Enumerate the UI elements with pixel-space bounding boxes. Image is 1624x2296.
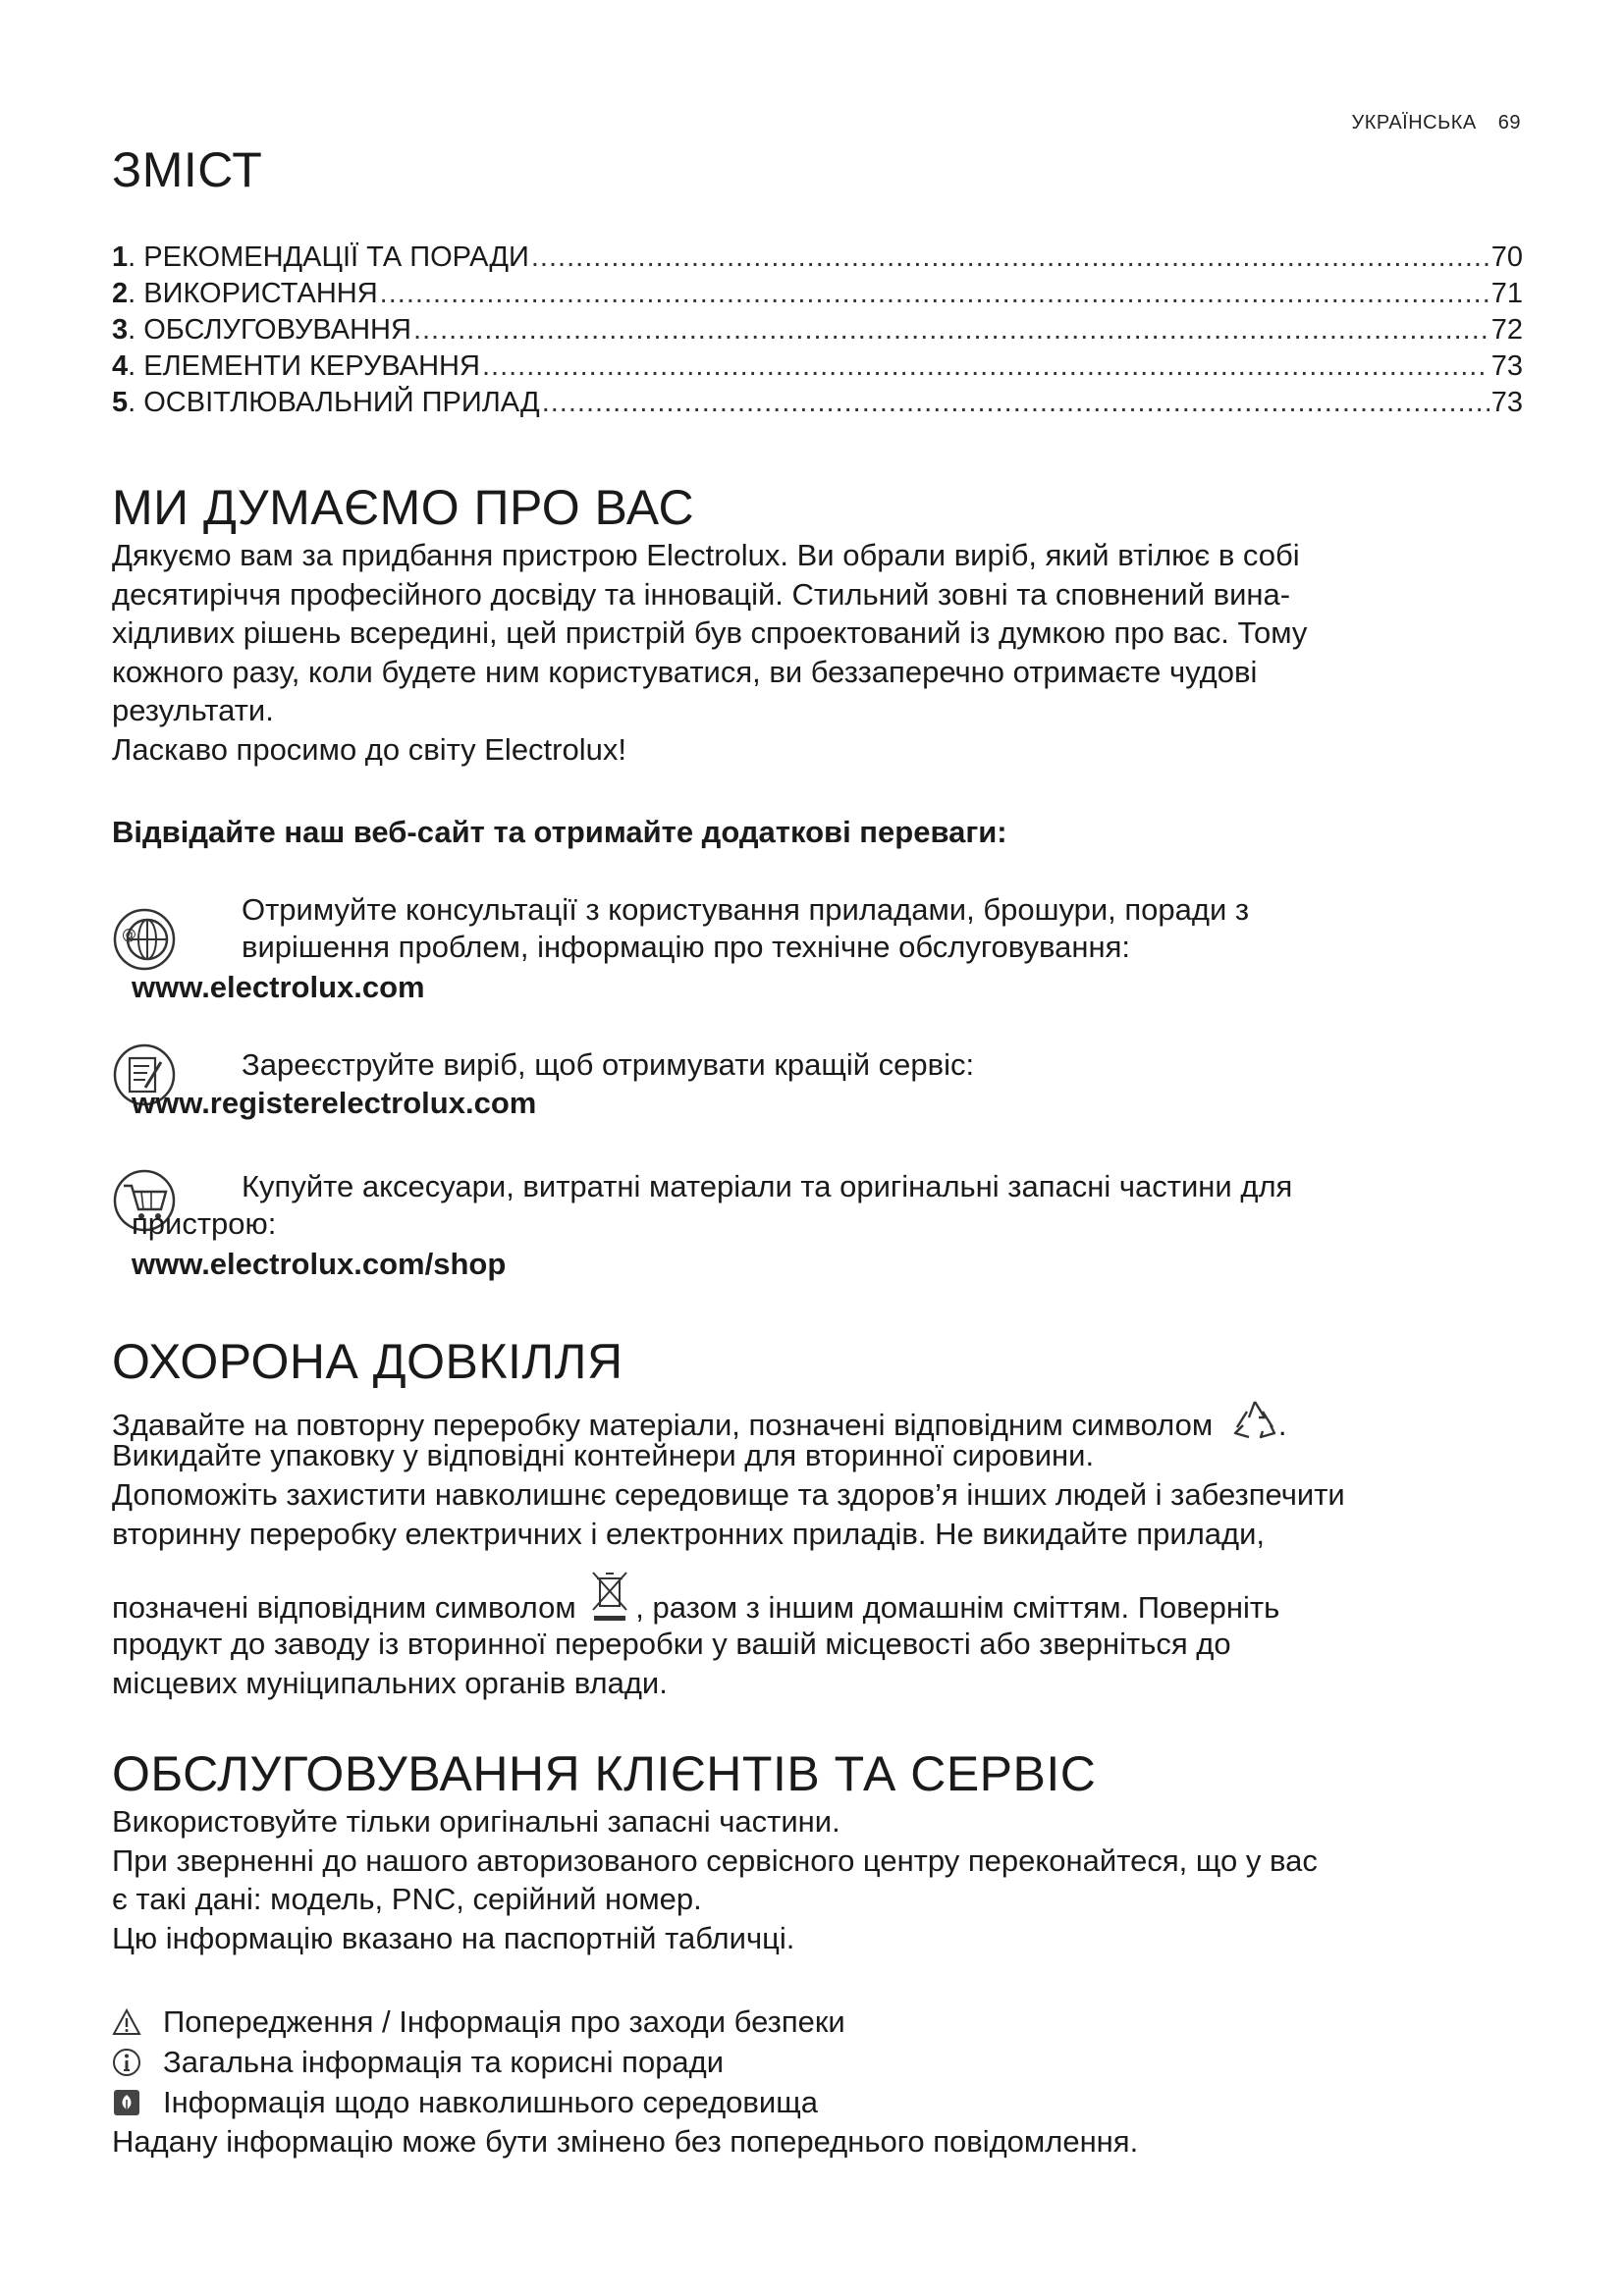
legend-environment — [112, 2085, 818, 2120]
text-line: місцевих муніципальних органів влади. — [112, 1666, 668, 1700]
thinking-title: МИ ДУМАЄМО ПРО ВАС — [112, 480, 695, 535]
text-line: Отримуйте консультації з користування приладами, брошури, поради з — [242, 892, 1250, 927]
website-link[interactable]: www.electrolux.com — [132, 970, 425, 1004]
toc-item-number: 4 — [112, 350, 129, 382]
text-line: . — [1277, 1408, 1287, 1442]
toc-item-page: 73 — [1490, 387, 1523, 418]
recycle-icon — [1231, 1398, 1278, 1441]
text-line: десятиріччя професійного досвіду та інновацій. Стильний зовні та сповнений вина- — [112, 576, 1291, 612]
toc-item-number: 2 — [112, 278, 129, 309]
toc-item[interactable] — [112, 240, 1523, 276]
text-line: Викидайте упаковку у відповідні контейнери для вторинної сировини. — [112, 1438, 1095, 1472]
toc-item-label: . ЕЛЕМЕНТИ КЕРУВАННЯ — [128, 350, 480, 382]
service-paragraph — [112, 1802, 1318, 1957]
text-line: вирішення проблем, інформацію про технічне обслуговування: — [242, 930, 1131, 964]
contents-title: ЗМІСТ — [112, 142, 263, 197]
legend-info — [112, 2045, 724, 2080]
table-of-contents — [112, 240, 1523, 421]
legend-text: Загальна інформація та корисні поради — [163, 2045, 725, 2079]
toc-item-number: 5 — [112, 387, 129, 418]
thinking-paragraph — [112, 536, 1307, 769]
toc-item-number: 3 — [112, 314, 129, 346]
text-line: Використовуйте тільки оригінальні запасні частини. — [112, 1804, 840, 1839]
toc-leader — [542, 385, 1489, 421]
warning-icon — [112, 2008, 141, 2036]
web-item-text-wrap: пристрою: — [132, 1206, 277, 1241]
legend-text: Інформація щодо навколишнього середовища — [163, 2085, 818, 2119]
text-line: Здавайте на повторну переробку матеріали, позначені відповідним символом — [112, 1408, 1214, 1442]
globe-icon — [112, 907, 177, 972]
service-title: ОБСЛУГОВУВАННЯ КЛІЄНТІВ ТА СЕРВІС — [112, 1746, 1097, 1801]
page-number: 69 — [1497, 112, 1521, 133]
environment-weee-line — [112, 1569, 1279, 1628]
legend-text: Попередження / Інформація про заходи безпеки — [163, 2004, 845, 2039]
toc-leader — [531, 240, 1489, 276]
web-item-text — [242, 891, 1249, 966]
text-line: кожного разу, коли будете ним користуватися, ви беззаперечно отримаєте чудові — [112, 654, 1258, 689]
environment-title: ОХОРОНА ДОВКІЛЛЯ — [112, 1334, 623, 1389]
text-line: хідливих рішень всередині, цей пристрій був спроектований із думкою про вас. Тому — [112, 615, 1308, 650]
toc-item[interactable] — [112, 312, 1523, 348]
toc-item-label: . ОБСЛУГОВУВАННЯ — [128, 314, 411, 346]
visit-heading: Відвідайте наш веб-сайт та отримайте додаткові переваги: — [112, 815, 1007, 849]
toc-item-label: . ОСВІТЛЮВАЛЬНИЙ ПРИЛАД — [128, 387, 540, 418]
website-link[interactable]: www.registerelectrolux.com — [132, 1086, 537, 1120]
crossed-bin-icon — [590, 1569, 629, 1624]
text-line: , разом з іншим домашнім сміттям. Поверніть — [635, 1590, 1280, 1625]
text-line: вторинну переробку електричних і електронних приладів. Не викидайте прилади, — [112, 1517, 1266, 1551]
toc-item-page: 72 — [1490, 314, 1523, 346]
toc-leader — [413, 312, 1489, 348]
text-line: продукт до заводу із вторинної переробки у вашій місцевості або зверніться до — [112, 1627, 1231, 1661]
text-line: При зверненні до нашого авторизованого сервісного центру переконайтеся, що у вас — [112, 1842, 1318, 1878]
info-icon — [112, 2048, 141, 2077]
text-line: є такі дані: модель, PNC, серійний номер. — [112, 1882, 702, 1916]
text-line: Цю інформацію вказано на паспортній табличці. — [112, 1920, 795, 1955]
toc-item[interactable] — [112, 276, 1523, 312]
toc-item-page: 71 — [1490, 278, 1523, 309]
toc-leader — [380, 276, 1489, 312]
text-line: Дякуємо вам за придбання пристрою Electrolux. Ви обрали виріб, який втілює в собі — [112, 538, 1300, 572]
web-item-text — [242, 1168, 1292, 1205]
text-line: Купуйте аксесуари, витратні матеріали та оригінальні запасні частини для — [242, 1169, 1293, 1203]
page-header — [1351, 112, 1521, 134]
website-link[interactable]: www.electrolux.com/shop — [132, 1247, 507, 1281]
text-line: Зареєструйте виріб, щоб отримувати кращій сервіс: — [242, 1047, 975, 1082]
text-line: Ласкаво просимо до світу Electrolux! — [112, 731, 626, 767]
web-item-text — [242, 1046, 974, 1084]
language-label: УКРАЇНСЬКА — [1351, 112, 1477, 133]
text-line: позначені відповідним символом — [112, 1590, 576, 1625]
toc-item[interactable] — [112, 385, 1523, 421]
toc-item-label: . ВИКОРИСТАННЯ — [128, 278, 378, 309]
svg-text:@: @ — [122, 926, 136, 943]
toc-leader — [482, 348, 1489, 385]
text-line: результати. — [112, 693, 274, 727]
toc-item[interactable] — [112, 348, 1523, 385]
environment-icon — [112, 2088, 141, 2117]
footer-note: Надану інформацію може бути змінено без попереднього повідомлення. — [112, 2124, 1139, 2159]
toc-item-label: . РЕКОМЕНДАЦІЇ ТА ПОРАДИ — [128, 241, 529, 273]
text-line: Допоможіть захистити навколишнє середовище та здоров’я інших людей і забезпечити — [112, 1477, 1345, 1512]
toc-item-page: 70 — [1490, 241, 1523, 273]
toc-item-page: 73 — [1490, 350, 1523, 382]
legend-warning — [112, 2004, 845, 2040]
toc-item-number: 1 — [112, 241, 129, 273]
